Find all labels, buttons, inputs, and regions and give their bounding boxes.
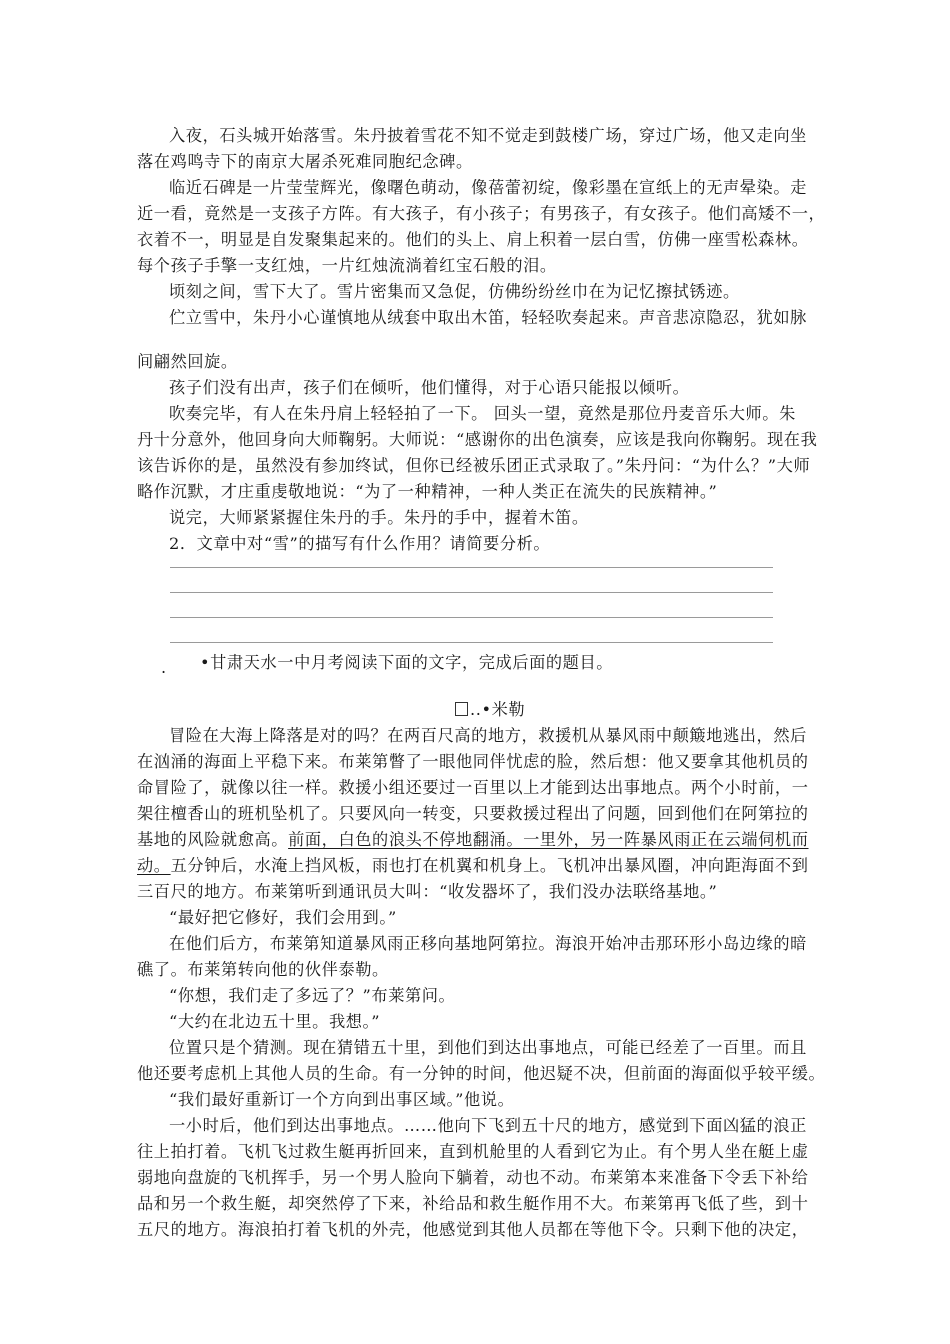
- passage2-line: 在他们后方，布莱第知道暴风雨正移向基地阿第拉。海浪开始冲击那环形小岛边缘的暗: [169, 934, 807, 953]
- passage2-line: 命冒险了，就像以往一样。救援小组还要过一百里以上才能到达出事地点。两个小时前，一: [137, 778, 809, 797]
- passage1-line: 每个孩子手擎一支红烛，一片红烛流淌着红宝石般的泪。: [137, 256, 557, 275]
- answer-line[interactable]: [170, 592, 773, 593]
- passage2-line: 位置只是个猜测。现在猜错五十里，到他们到达出事地点，可能已经差了一百里。而且: [169, 1038, 807, 1057]
- plain-text: 基地的风险就愈高。: [137, 830, 289, 849]
- passage2-line: 在汹涌的海面上平稳下来。布莱第瞥了一眼他同伴忧虑的脸，然后想：他又要拿其他机员的: [137, 752, 809, 771]
- passage1-line: 临近石碑是一片莹莹辉光，像曙色萌动，像蓓蕾初绽，像彩墨在宣纸上的无声晕染。走: [169, 178, 807, 197]
- passage2-line: [137, 827, 809, 853]
- passage2-line: 冒险在大海上降落是对的吗？在两百尺高的地方，救援机从暴风雨中颠簸地逃出，然后: [169, 726, 807, 745]
- passage1-line: 顷刻之间，雪下大了。雪片密集而又急促，仿佛纷纷丝巾在为记忆擦拭锈迹。: [169, 282, 740, 301]
- passage1-line: 孩子们没有出声，孩子们在倾听，他们懂得，对于心语只能报以倾听。: [169, 378, 690, 397]
- passage2-line: 品和另一个救生艇，却突然停了下来，补给品和救生艇作用不大。布莱第再飞低了些，到十: [137, 1194, 809, 1213]
- passage2-line: “你想，我们走了多远了？”布莱第问。: [169, 986, 456, 1005]
- underlined-sentence-end: 动。: [137, 856, 171, 875]
- stray-dot: .: [161, 658, 167, 677]
- passage2-line: “我们最好重新订一个方向到出事区域。”他说。: [169, 1090, 515, 1109]
- passage1-line: 该告诉你的是，虽然没有参加终试，但你已经被乐团正式录取了。”朱丹问：“为什么？”大师: [137, 456, 811, 475]
- passage2-line: 弱地向盘旋的飞机挥手，另一个男人脸向下躺着，动也不动。布莱第本来准备下令丢下补给: [137, 1168, 809, 1187]
- underlined-sentence: 前面，白色的浪头不停地翻涌。一里外，另一阵暴风雨正在云端伺机而: [288, 830, 809, 849]
- plain-text: 五分钟后，水淹上挡风板，雨也打在机翼和机身上。飞机冲出暴风圈，冲向距海面不到: [170, 856, 809, 875]
- missing-glyph-icon: [455, 702, 468, 716]
- passage-title: [455, 697, 525, 723]
- passage1-line: 落在鸡鸣寺下的南京大屠杀死难同胞纪念碑。: [137, 152, 473, 171]
- passage2-line: 礁了。布莱第转向他的伙伴泰勒。: [137, 960, 389, 979]
- answer-line[interactable]: [170, 567, 773, 568]
- passage1-line: 略作沉默，才庄重虔敬地说：“为了一种精神，一种人类正在流失的民族精神。”: [137, 482, 718, 501]
- passage2-line: 一小时后，他们到达出事地点。……他向下飞到五十尺的地方，感觉到下面凶猛的浪正: [169, 1116, 807, 1135]
- passage2-line: “最好把它修好，我们会用到。”: [169, 908, 397, 927]
- passage1-line: 入夜，石头城开始落雪。朱丹披着雪花不知不觉走到鼓楼广场，穿过广场，他又走向坐: [169, 126, 807, 145]
- passage2-line: [137, 853, 809, 879]
- passage2-line: 三百尺的地方。布莱第听到通讯员大叫：“收发器坏了，我们没办法联络基地。”: [137, 882, 718, 901]
- passage2-line: 往上拍打着。飞机飞过救生艇再折回来，直到机舱里的人看到它为止。有个男人坐在艇上虚: [137, 1142, 809, 1161]
- passage-title-text: ..•米勒: [470, 700, 526, 719]
- passage1-line: 丹十分意外，他回身向大师鞠躬。大师说：“感谢你的出色演奏，应该是我向你鞠躬。现在我: [137, 430, 818, 449]
- passage1-line: 伫立雪中，朱丹小心谨慎地从绒套中取出木笛，轻轻吹奏起来。声音悲凉隐忍，犹如脉: [169, 308, 807, 327]
- passage2-line: 五尺的地方。海浪拍打着飞机的外壳，他感觉到其他人员都在等他下令。只剩下他的决定，: [137, 1220, 809, 1239]
- source-line: •甘肃天水一中月考阅读下面的文字，完成后面的题目。: [200, 653, 614, 672]
- question-text: 2．文章中对“雪”的描写有什么作用？请简要分析。: [169, 534, 551, 553]
- passage1-line: 吹奏完毕，有人在朱丹肩上轻轻拍了一下。 回头一望，竟然是那位丹麦音乐大师。朱: [169, 404, 796, 423]
- passage1-line: 间翩然回旋。: [137, 352, 238, 371]
- passage2-line: “大约在北边五十里。我想。”: [169, 1012, 381, 1031]
- answer-line[interactable]: [170, 642, 773, 643]
- passage1-line: 衣着不一，明显是自发聚集起来的。他们的头上、肩上积着一层白雪，仿佛一座雪松森林。: [137, 230, 809, 249]
- passage1-line: 近一看，竟然是一支孩子方阵。有大孩子，有小孩子；有男孩子，有女孩子。他们高矮不一，: [137, 204, 826, 223]
- passage2-line: 架往檀香山的班机坠机了。只要风向一转变，只要救援过程出了问题，回到他们在阿第拉的: [137, 804, 809, 823]
- passage1-line: 说完，大师紧紧握住朱丹的手。朱丹的手中，握着木笛。: [169, 508, 589, 527]
- answer-line[interactable]: [170, 617, 773, 618]
- passage2-line: 他还要考虑机上其他人员的生命。有一分钟的时间，他迟疑不决，但前面的海面似乎较平缓。: [137, 1064, 826, 1083]
